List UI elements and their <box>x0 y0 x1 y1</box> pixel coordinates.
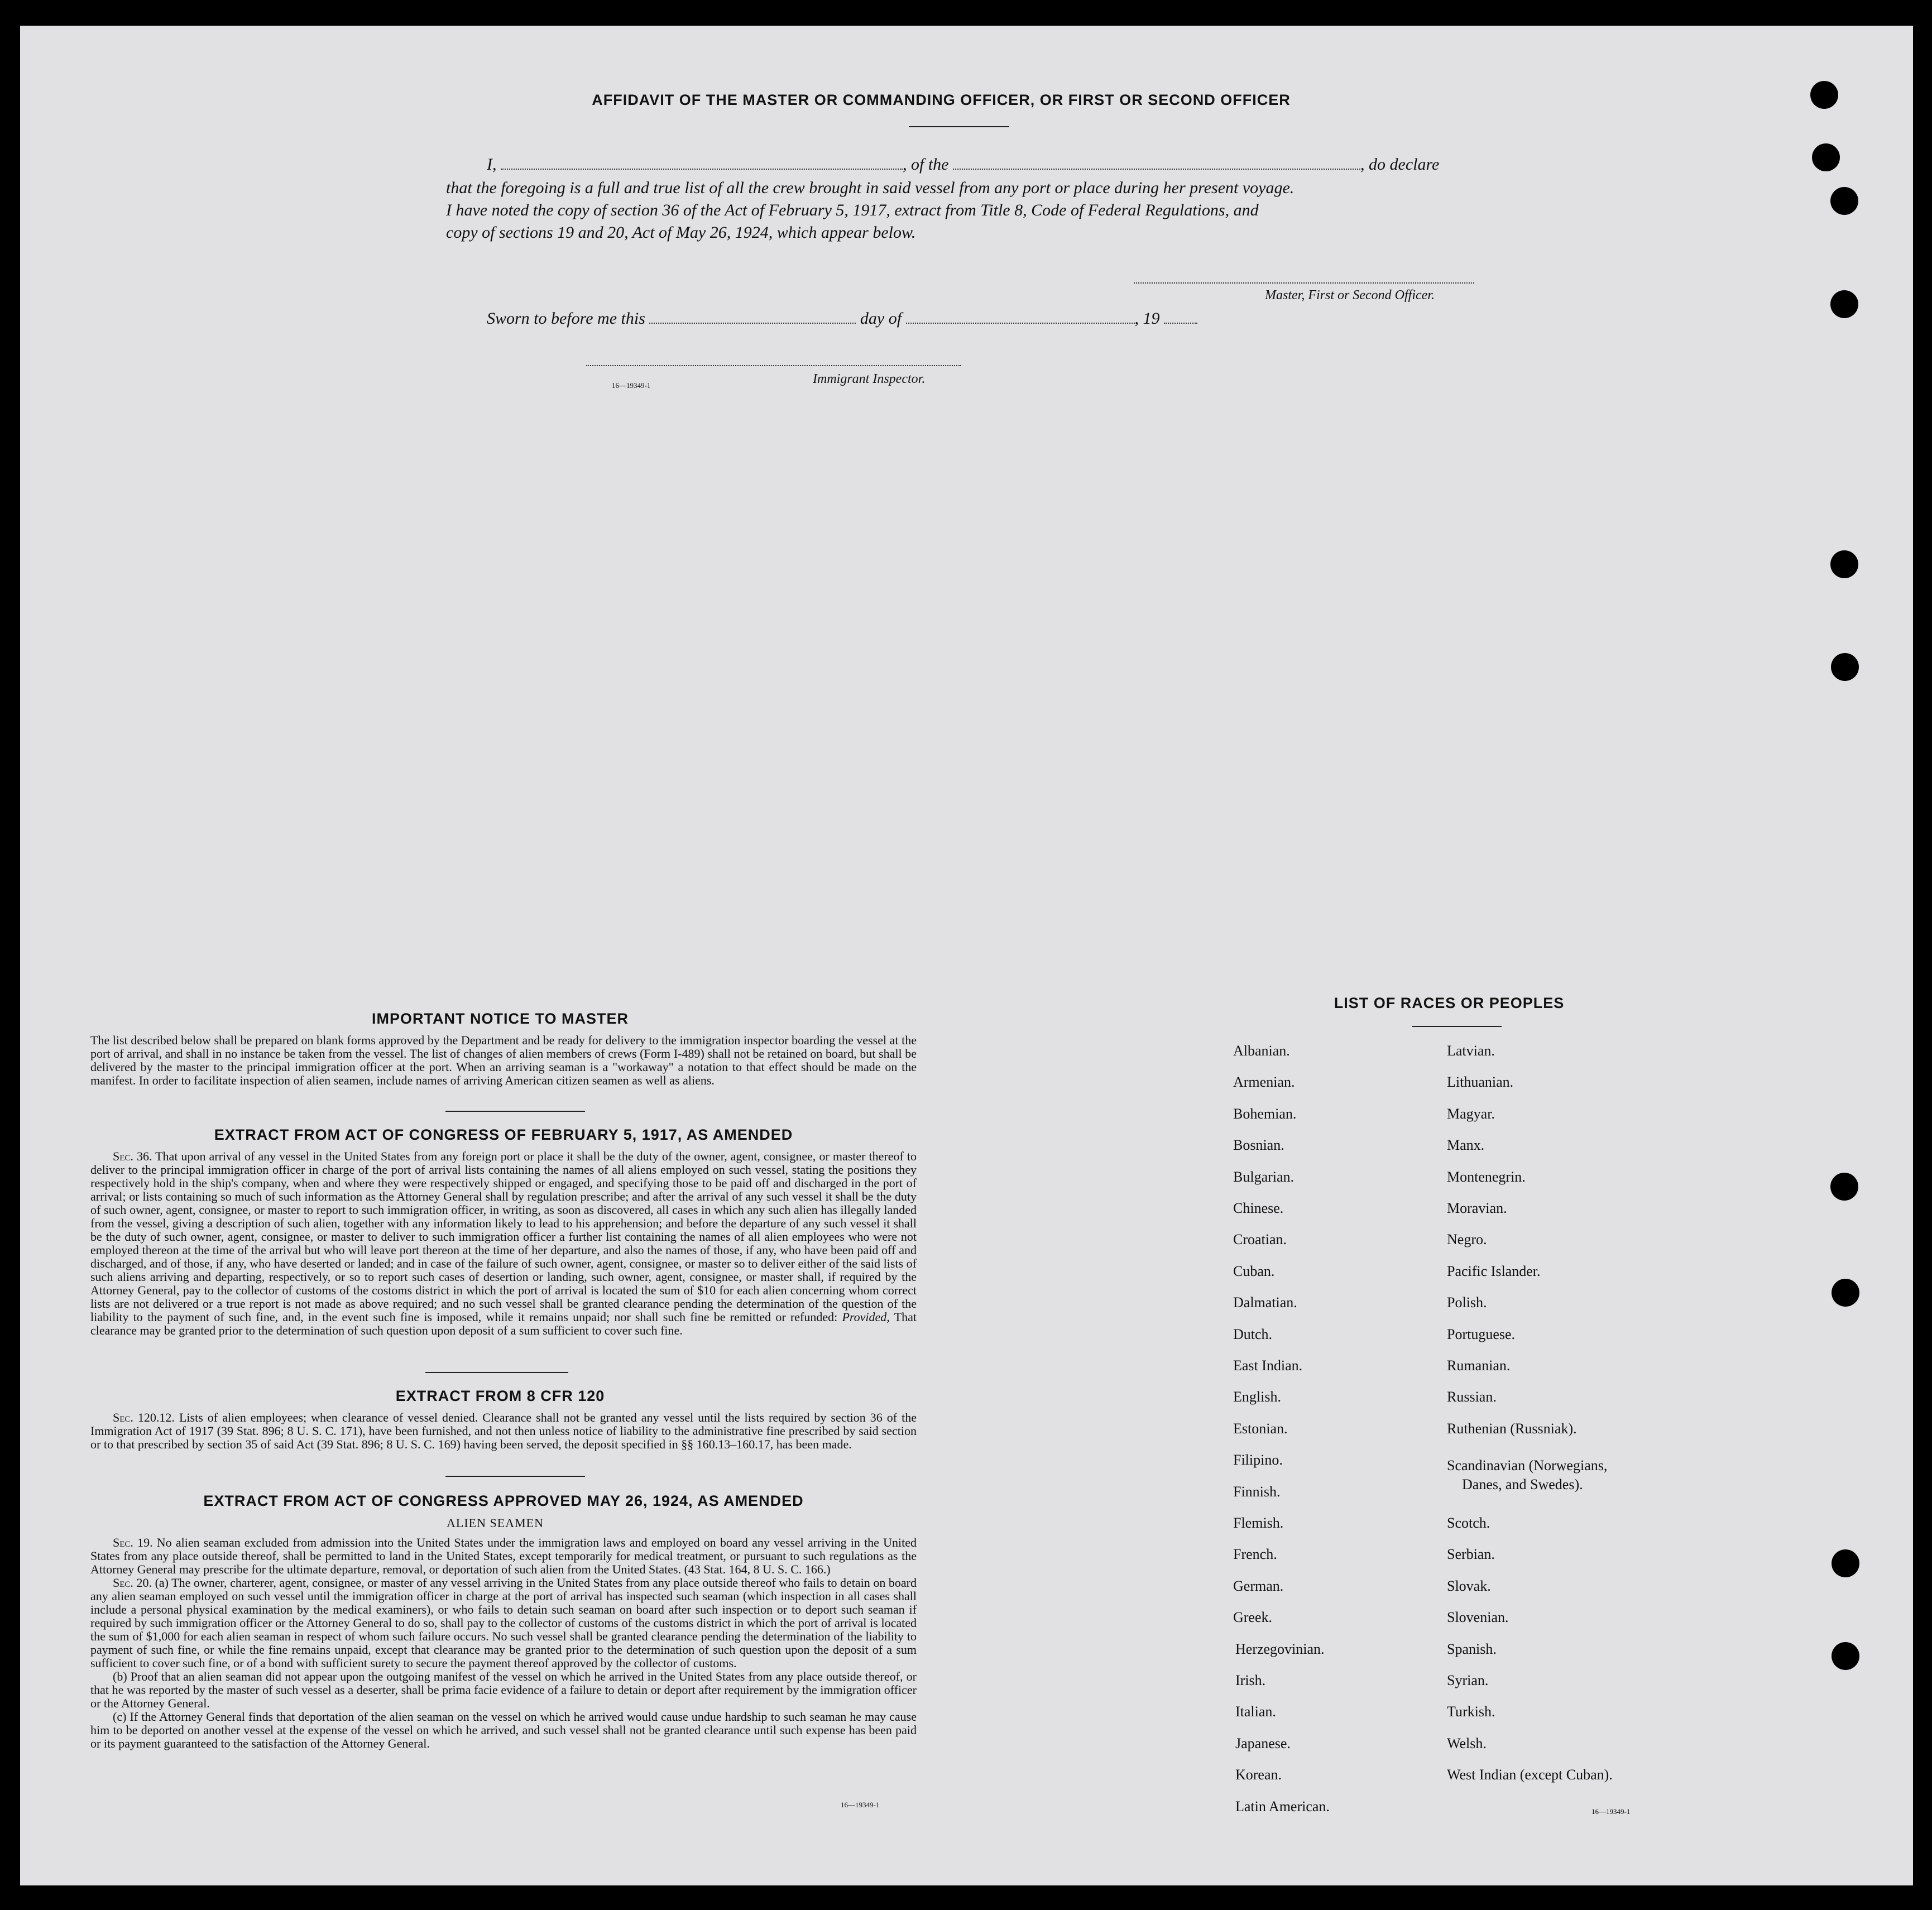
sec-20a-paragraph <box>90 1576 917 1670</box>
race-item: Flemish. <box>1233 1515 1284 1531</box>
form-number: 16—19349-1 <box>841 1801 880 1809</box>
race-item: Rumanian. <box>1447 1357 1511 1374</box>
race-item: Irish. <box>1235 1672 1266 1688</box>
race-item: Ruthenian (Russniak). <box>1447 1420 1577 1437</box>
sec-36-text: That upon arrival of any vessel in the United States from any foreign port or place it shall be the duty of the owner, agent, consignee, or master thereof to deliver to the principal immigration officer in charge of the port of arrival lists containing the names of all aliens employed on such vessel, stating the positions they respectively hold in the ship's company, when and where they were respectively shipped or engaged, and specifying those to be paid off and discharged in the port of arrival; or lists containing so much of such information as the Attorney General shall by regulation prescribe; and after the arrival of any such vessel it shall be the duty of such owner, agent, consignee, or master to report to such immigration officer, in writing, as soon as discovered, all cases in which any such alien has illegally landed from the vessel, giving a description of such alien, together with any information likely to lead to his apprehension; and before the departure of any such vessel it shall be the duty of such owner, agent, consignee, or master to deliver to such immigration officer a further list containing the names of all alien employees who were not employed thereon at the time of the arrival but who will leave port thereon at the time of her departure, and also the names of those, if any, who have been paid off and discharged, and of those, if any, who have deserted or landed; and in case of the failure of such owner, agent, consignee, or master so to deliver either of the said lists of such aliens arriving and departing, respectively, or so to report such cases of desertion or landing, such owner, agent, consignee, or master shall, if required by the Attorney General, pay to the collector of customs of the costoms district in which the port of arrival is located the sum of $10 for each alien concerning whom correct lists are not delivered or a true report is not made as above required; and no such vessel shall be granted clearance pending the determination of the question of the liability to the payment of such fine, and, in the event such fine is imposed, while it remains unpaid; nor shall such fine be remitted or refunded: <box>90 1149 917 1324</box>
divider <box>909 126 1009 127</box>
master-signature-label: Master, First or Second Officer. <box>1265 288 1435 303</box>
extract-8cfr-body <box>90 1411 917 1451</box>
binder-hole-icon <box>1832 1279 1859 1307</box>
race-item: French. <box>1233 1546 1277 1563</box>
race-item: Croatian. <box>1233 1231 1287 1248</box>
race-item: Montenegrin. <box>1447 1168 1526 1185</box>
sec-19-label: Sec. 19. <box>113 1535 153 1549</box>
sworn-year-label: , 19 <box>1134 309 1160 328</box>
race-item: Herzegovinian. <box>1235 1640 1325 1657</box>
race-item: Armenian. <box>1233 1074 1295 1091</box>
race-item: Cuban. <box>1233 1263 1275 1279</box>
affidavit-i-label: I, <box>487 155 497 174</box>
race-item: Manx. <box>1447 1137 1485 1154</box>
name-blank-field[interactable] <box>501 169 903 170</box>
form-number: 16—19349-1 <box>1591 1807 1631 1816</box>
divider <box>425 1372 568 1373</box>
extract-1924-title: EXTRACT FROM ACT OF CONGRESS APPROVED MAY 26, 1924, AS AMENDED <box>203 1493 804 1509</box>
binder-hole-icon <box>1832 1549 1859 1577</box>
affidavit-declare-label: , do declare <box>1360 155 1440 174</box>
notice-title: IMPORTANT NOTICE TO MASTER <box>372 1010 629 1027</box>
binder-hole-icon <box>1831 653 1859 681</box>
race-item: Slovenian. <box>1447 1609 1509 1626</box>
race-item: Bohemian. <box>1233 1105 1297 1122</box>
inspector-signature-line[interactable] <box>586 365 961 366</box>
race-item: Greek. <box>1233 1609 1273 1626</box>
race-item: Welsh. <box>1447 1735 1487 1751</box>
race-item: Lithuanian. <box>1447 1074 1514 1091</box>
binder-hole-icon <box>1830 1173 1858 1201</box>
sworn-line <box>487 309 1268 328</box>
race-item: Latvian. <box>1447 1043 1495 1059</box>
race-item: Dutch. <box>1233 1326 1273 1342</box>
race-item: Negro. <box>1447 1231 1487 1248</box>
binder-hole-icon <box>1830 187 1858 215</box>
sworn-prefix: Sworn to before me this <box>487 309 645 328</box>
affidavit-of-label: , of the <box>903 155 949 174</box>
race-item: Japanese. <box>1235 1735 1291 1751</box>
affidavit-text-line: I have noted the copy of section 36 of the Act of February 5, 1917, extract from Title 8, Code of Federal Regulations, and <box>446 201 1259 219</box>
affidavit-heading: AFFIDAVIT OF THE MASTER OR COMMANDING OFFICER, OR FIRST OR SECOND OFFICER <box>592 92 1291 108</box>
race-item: Filipino. <box>1233 1452 1283 1469</box>
sec-120-12-text: Lists of alien employees; when clearance of vessel denied. Clearance shall not be granted any vessel until the lists required by section 36 of the Immigration Act of 1917 (39 Stat. 896; 8 U. S. C. 171), have been furnished, and not then unless notice of liability to the administrative fine prescribed by said section or to that prescribed by section 35 of said Act (39 Stat. 896; 8 U. S. C. 169) having been served, the deposit specified in §§ 160.13–160.17, has been made. <box>90 1410 917 1451</box>
race-item: Estonian. <box>1233 1420 1288 1437</box>
sec-19-text: No alien seaman excluded from admission into the United States under the immigration laws and employed on board any vessel arriving in the United States from any place outside thereof, shall be permitted to land in the United States, except temporarily for medical treatment, or pursuant to such regulations as the Attorney General may prescribe for the ultimate departure, removal, or deportation of such alien from the United States. (43 Stat. 164, 8 U. S. C. 166.) <box>90 1535 917 1576</box>
sec-36-label: Sec. 36. <box>113 1149 152 1163</box>
binder-hole-icon <box>1812 143 1840 171</box>
form-number: 16—19349-1 <box>612 381 651 390</box>
sworn-day-field[interactable] <box>649 323 856 324</box>
race-item: West Indian (except Cuban). <box>1447 1767 1613 1783</box>
binder-hole-icon <box>1830 290 1858 318</box>
vessel-blank-field[interactable] <box>953 169 1360 170</box>
race-item: Serbian. <box>1447 1546 1495 1563</box>
race-item: German. <box>1233 1577 1284 1594</box>
race-item: Polish. <box>1447 1294 1487 1311</box>
race-item: Bulgarian. <box>1233 1168 1295 1185</box>
sworn-month-field[interactable] <box>906 323 1135 324</box>
race-item: Korean. <box>1235 1767 1282 1783</box>
race-item: Latin American. <box>1235 1798 1330 1815</box>
race-item: Scandinavian (Norwegians, <box>1447 1457 1608 1474</box>
binder-hole-icon <box>1830 550 1858 578</box>
affidavit-text-line: copy of sections 19 and 20, Act of May 26, 1924, which appear below. <box>446 223 916 242</box>
extract-8cfr-title: EXTRACT FROM 8 CFR 120 <box>395 1388 605 1404</box>
race-item: Slovak. <box>1447 1577 1491 1594</box>
extract-1924-body <box>90 1536 917 1750</box>
sec-20b-paragraph: (b) Proof that an alien seaman did not appear upon the outgoing manifest of the vessel on which he arrived in the United States from any place outside thereof, or that he was reported by the master of such vessel as a deserter, shall be prima facie evidence of a failure to detain or deport after requirement by the immigration officer or the Attorney General. <box>90 1669 917 1710</box>
race-item: Russian. <box>1447 1389 1497 1405</box>
race-item: Moravian. <box>1447 1200 1507 1216</box>
race-item: East Indian. <box>1233 1357 1303 1374</box>
binder-hole-icon <box>1832 1642 1859 1670</box>
race-item: Italian. <box>1235 1703 1276 1720</box>
race-item: Syrian. <box>1447 1672 1489 1688</box>
divider <box>445 1111 585 1112</box>
race-item: Scotch. <box>1447 1515 1490 1531</box>
sec-20-label: Sec. 20. <box>113 1576 152 1590</box>
race-item: Finnish. <box>1233 1483 1281 1500</box>
divider <box>445 1476 585 1477</box>
race-item: Bosnian. <box>1233 1137 1284 1154</box>
notice-body: The list described below shall be prepared on blank forms approved by the Department and be ready for delivery to the immigration inspector boarding the vessel at the port of arrival, and shall in no instance be taken from the vessel. The list of changes of alien members of crews (Form I-489) shall not be retained on board, but shall be delivered by the master to the principal immigration officer at the port. When an arriving seaman is a "workaway" a notation to that effect should be made on the manifest. In order to facilitate inspection of alien seamen, include names of arriving American citizen seamen as well as aliens. <box>90 1033 917 1087</box>
race-item: English. <box>1233 1389 1281 1405</box>
sec-20c-paragraph: (c) If the Attorney General finds that deportation of the alien seaman on the vessel on which he arrived would cause undue hardship to such seaman he may cause him to be deported on another vessel at the expense of the vessel on which he arrived, and such vessel shall not be granted clearance until such expense has been paid or its payment guaranteed to the satisfaction of the Attorney General. <box>90 1710 917 1750</box>
race-item: Turkish. <box>1447 1703 1495 1720</box>
alien-seamen-subtitle: ALIEN SEAMEN <box>447 1516 544 1530</box>
race-item: Magyar. <box>1447 1105 1495 1122</box>
sworn-day-label: day of <box>860 309 902 328</box>
divider <box>1412 1026 1502 1027</box>
sec-20a-text: (a) The owner, charterer, agent, consignee, or master of any vessel arriving in the United States from any place outside thereof who fails to detain on board any alien seaman employed on such vessel until the immigration officer in charge at the port of arrival has inspected such seaman (which inspection in all cases shall include a personal physical examination by the medical examiners), or who fails to detain such seaman on board after such inspection or to deport such seaman if required by such immigration officer or the Attorney General to do so, shall pay to the collector of customs of the customs district in which the port of arrival is located the sum of $1,000 for each alien seaman in respect of whom such failure occurs. No such vessel shall be granted clearance pending the determination of the liability to payment of such fine, or while the fine remains unpaid, except that clearance may be granted prior to the determination of such question upon the deposit of a sum sufficient to cover such fine, or of a bond with sufficient surety to secure the payment thereof approved by the collector of customs. <box>90 1576 917 1670</box>
race-item: Pacific Islander. <box>1447 1263 1541 1279</box>
extract-1917-body <box>90 1150 917 1337</box>
race-item: Spanish. <box>1447 1640 1497 1657</box>
document-page <box>20 26 1913 1885</box>
races-title: LIST OF RACES OR PEOPLES <box>1334 995 1565 1011</box>
extract-1917-title: EXTRACT FROM ACT OF CONGRESS OF FEBRUARY 5, 1917, AS AMENDED <box>214 1126 793 1143</box>
binder-hole-icon <box>1810 81 1838 109</box>
affidavit-text-line: that the foregoing is a full and true list of all the crew brought in said vessel from any port or place during her present voyage. <box>446 179 1295 197</box>
race-item-continuation: Danes, and Swedes). <box>1462 1476 1583 1493</box>
sworn-year-field[interactable] <box>1164 323 1197 324</box>
provided-label: Provided, <box>842 1310 890 1324</box>
inspector-label: Immigrant Inspector. <box>813 372 926 386</box>
master-signature-line[interactable] <box>1134 282 1474 284</box>
sec-36-text-end: That clearance may be granted prior to the determination of such question upon deposit of a sum sufficient to cover such fine. <box>90 1310 917 1337</box>
race-item: Chinese. <box>1233 1200 1284 1216</box>
affidavit-declaration-line <box>487 155 1503 174</box>
race-item: Dalmatian. <box>1233 1294 1297 1311</box>
sec-19-paragraph <box>90 1536 917 1576</box>
sec-120-12-label: Sec. 120.12. <box>113 1410 175 1424</box>
race-item: Portuguese. <box>1447 1326 1516 1342</box>
race-item: Albanian. <box>1233 1043 1290 1059</box>
